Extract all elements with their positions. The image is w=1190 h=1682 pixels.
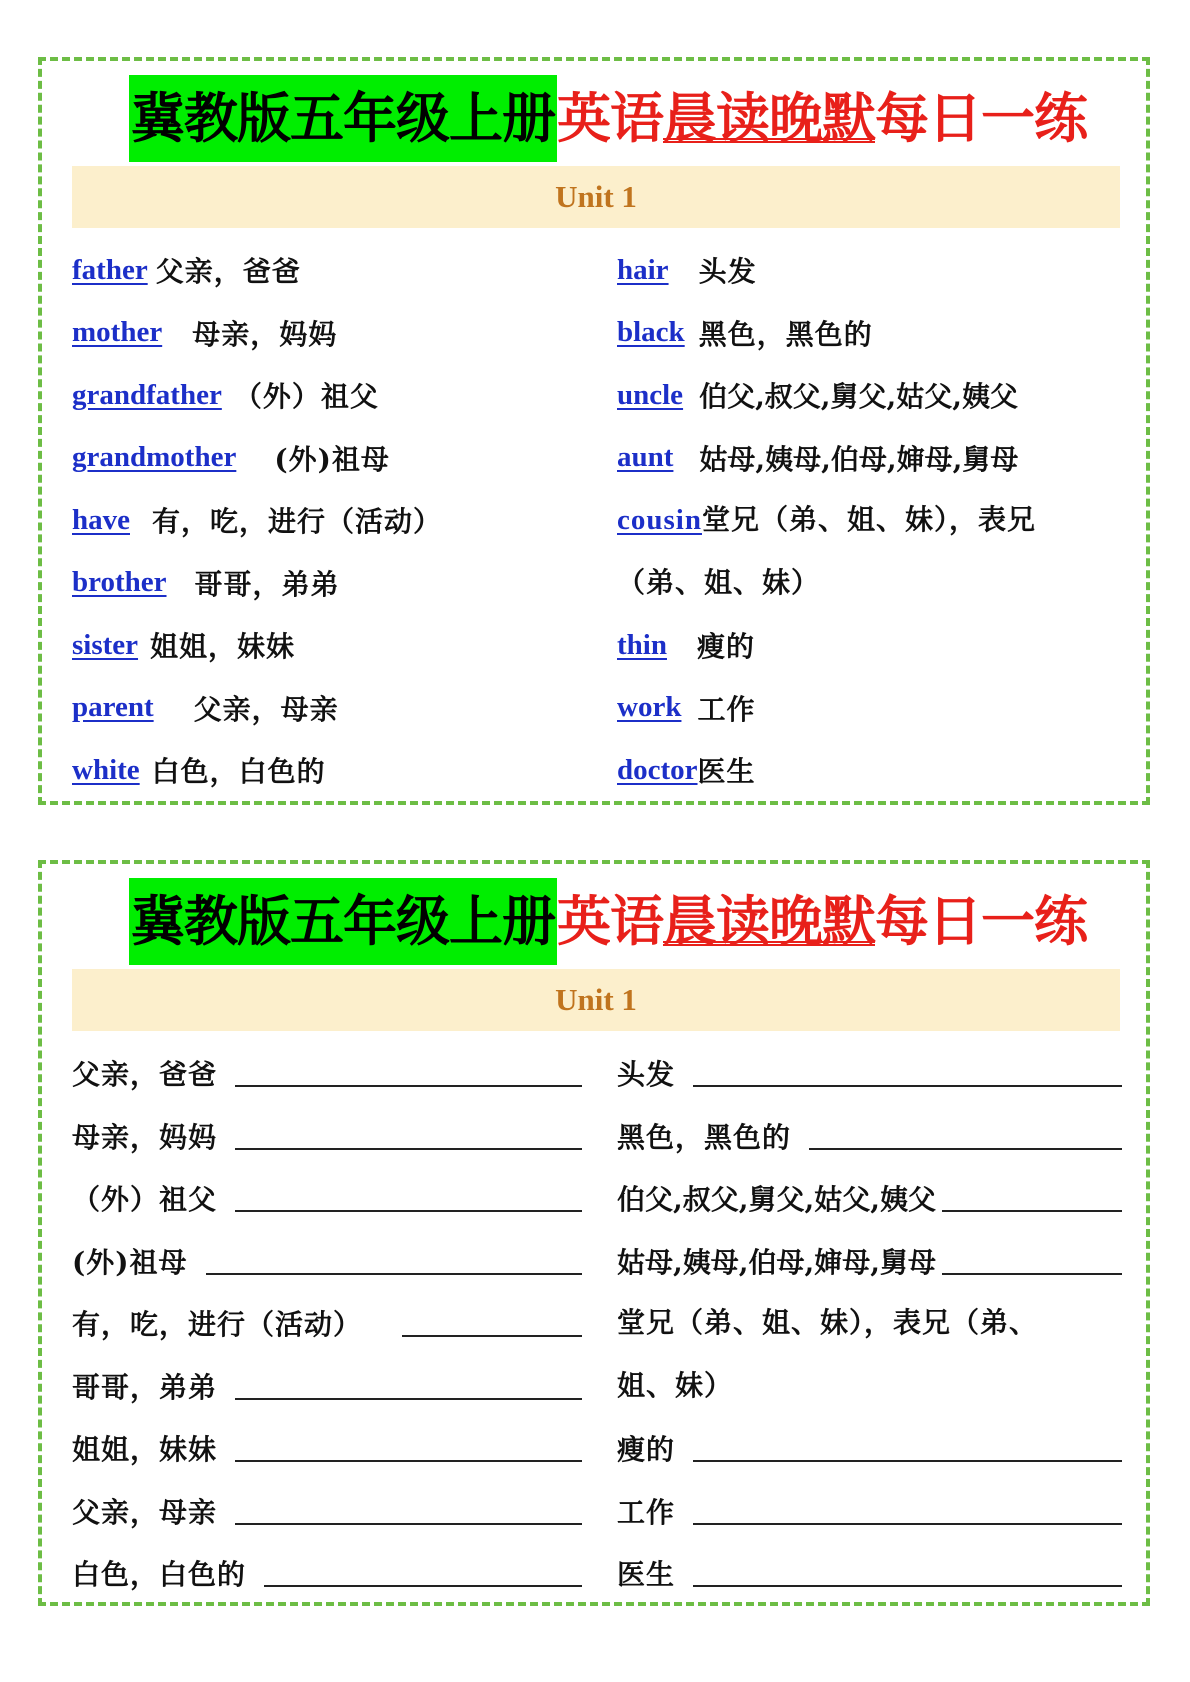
dictation-row xyxy=(72,1230,582,1293)
dictation-prompt: 母亲，妈妈 xyxy=(72,1120,218,1154)
vocab-row xyxy=(617,302,1122,365)
title-red-part-end: 每日一练 xyxy=(875,889,1087,953)
title-red-part: 英语 xyxy=(557,889,663,953)
vocab-row xyxy=(617,739,1122,802)
vocab-word[interactable]: sister xyxy=(72,628,139,661)
title-red-part-end: 每日一练 xyxy=(875,86,1087,150)
dictation-row xyxy=(72,1167,582,1230)
vocab-word[interactable]: hair xyxy=(617,253,669,286)
dictation-row xyxy=(72,1042,582,1105)
dictation-prompt: 头发 xyxy=(617,1058,676,1092)
vocab-meaning: 白色，白色的 xyxy=(151,755,326,789)
vocab-word[interactable]: parent xyxy=(72,691,154,724)
vocab-column-left xyxy=(72,239,582,802)
vocab-meaning: 工作 xyxy=(697,692,756,726)
vocab-row xyxy=(72,552,582,615)
vocab-meaning: 伯父,叔父,舅父,姑父,姨父 xyxy=(699,380,1019,414)
vocab-word[interactable]: aunt xyxy=(617,441,674,474)
vocab-row xyxy=(72,364,582,427)
dictation-prompt: （外）祖父 xyxy=(72,1183,218,1217)
dictation-row xyxy=(617,1542,1122,1605)
vocab-word[interactable]: work xyxy=(617,691,682,724)
page-title xyxy=(129,878,1087,965)
vocab-row xyxy=(617,677,1122,740)
vocab-word[interactable]: mother xyxy=(72,316,163,349)
dictation-row xyxy=(72,1417,582,1480)
vocab-word[interactable]: uncle xyxy=(617,378,684,411)
title-red-part: 英语 xyxy=(557,86,663,150)
title-green-part: 冀教版五年级上册 xyxy=(129,878,557,965)
vocab-meaning: （外）祖父 xyxy=(233,380,379,414)
vocab-word[interactable]: have xyxy=(72,503,130,536)
answer-blank[interactable] xyxy=(809,1122,1122,1150)
vocab-row xyxy=(617,364,1122,427)
dictation-row xyxy=(72,1480,582,1543)
vocab-meaning: 医生 xyxy=(697,755,756,789)
vocab-row xyxy=(617,489,1122,614)
vocab-row xyxy=(72,427,582,490)
dictation-prompt: 哥哥，弟弟 xyxy=(72,1370,218,1404)
vocab-word[interactable]: brother xyxy=(72,566,167,599)
dictation-row xyxy=(617,1230,1122,1293)
vocab-word[interactable]: grandfather xyxy=(72,378,222,411)
dictation-row xyxy=(72,1355,582,1418)
page-title xyxy=(129,75,1087,162)
dictation-row xyxy=(617,1480,1122,1543)
dictation-row xyxy=(72,1542,582,1605)
dictation-card xyxy=(38,860,1150,1606)
dictation-row xyxy=(72,1292,582,1355)
answer-blank[interactable] xyxy=(942,1247,1122,1275)
dictation-prompt: 姑母,姨母,伯母,婶母,舅母 xyxy=(617,1245,936,1279)
answer-blank[interactable] xyxy=(693,1059,1122,1087)
answer-blank[interactable] xyxy=(235,1184,582,1212)
vocab-row xyxy=(72,239,582,302)
vocab-meaning: 瘦的 xyxy=(696,630,755,664)
dictation-prompt: 工作 xyxy=(617,1495,676,1529)
vocab-row xyxy=(72,489,582,552)
dictation-prompt: 堂兄（弟、姐、妹），表兄（弟、姐、妹） xyxy=(617,1306,1039,1402)
vocab-word[interactable]: black xyxy=(617,316,685,349)
vocab-row xyxy=(72,302,582,365)
answer-blank[interactable] xyxy=(235,1372,582,1400)
answer-blank[interactable] xyxy=(264,1559,582,1587)
vocab-meaning: 父亲，爸爸 xyxy=(155,255,301,289)
answer-blank[interactable] xyxy=(235,1122,582,1150)
vocab-row xyxy=(617,614,1122,677)
vocab-meaning: 哥哥，弟弟 xyxy=(194,567,340,601)
dictation-prompt: 姐姐，妹妹 xyxy=(72,1433,218,1467)
vocab-word[interactable]: thin xyxy=(617,628,667,661)
vocab-meaning: 姑母,姨母,伯母,婶母,舅母 xyxy=(699,442,1019,476)
answer-blank[interactable] xyxy=(206,1247,583,1275)
vocab-word[interactable]: grandmother xyxy=(72,441,237,474)
answer-blank[interactable] xyxy=(235,1497,582,1525)
vocab-row xyxy=(72,677,582,740)
dictation-prompt: 父亲，母亲 xyxy=(72,1495,218,1529)
answer-blank[interactable] xyxy=(942,1184,1122,1212)
vocab-word[interactable]: white xyxy=(72,753,140,786)
vocab-row xyxy=(617,239,1122,302)
title-underlined-part: 晨读晚默 xyxy=(663,889,875,953)
vocab-meaning: 母亲，妈妈 xyxy=(192,317,338,351)
answer-blank[interactable] xyxy=(693,1559,1122,1587)
answer-blank[interactable] xyxy=(235,1434,582,1462)
dictation-prompt: 伯父,叔父,舅父,姑父,姨父 xyxy=(617,1183,936,1217)
vocab-row xyxy=(617,427,1122,490)
dictation-row xyxy=(617,1167,1122,1230)
vocab-row xyxy=(72,739,582,802)
vocab-meaning: 父亲，母亲 xyxy=(193,692,339,726)
dictation-prompt: 瘦的 xyxy=(617,1433,676,1467)
unit-header: Unit 1 xyxy=(72,166,1120,228)
dictation-prompt: (外)祖母 xyxy=(72,1245,188,1279)
answer-blank[interactable] xyxy=(402,1309,582,1337)
unit-header: Unit 1 xyxy=(72,969,1120,1031)
title-green-part: 冀教版五年级上册 xyxy=(129,75,557,162)
dictation-column-left xyxy=(72,1042,582,1605)
dictation-prompt: 有，吃，进行（活动） xyxy=(72,1308,363,1342)
vocab-word[interactable]: doctor xyxy=(617,753,698,786)
dictation-row xyxy=(72,1105,582,1168)
vocab-meaning: 姐姐，妹妹 xyxy=(150,630,296,664)
vocab-word[interactable]: cousin xyxy=(617,504,702,536)
dictation-row xyxy=(617,1292,1122,1417)
dictation-prompt: 医生 xyxy=(617,1558,676,1592)
vocab-meaning: 黑色，黑色的 xyxy=(698,317,873,351)
vocab-meaning: (外)祖母 xyxy=(274,442,390,476)
vocab-meaning: 有，吃，进行（活动） xyxy=(152,505,443,539)
vocab-meaning: 头发 xyxy=(698,255,757,289)
dictation-prompt: 黑色，黑色的 xyxy=(617,1120,792,1154)
dictation-prompt: 父亲，爸爸 xyxy=(72,1058,218,1092)
title-underlined-part: 晨读晚默 xyxy=(663,86,875,150)
answer-blank[interactable] xyxy=(693,1497,1122,1525)
vocab-word[interactable]: father xyxy=(72,253,148,286)
answer-blank[interactable] xyxy=(235,1059,582,1087)
vocab-row xyxy=(72,614,582,677)
reading-card xyxy=(38,57,1150,805)
vocab-meaning: 堂兄（弟、姐、妹），表兄（弟、姐、妹） xyxy=(617,503,1036,599)
dictation-row xyxy=(617,1417,1122,1480)
dictation-prompt: 白色，白色的 xyxy=(72,1558,247,1592)
answer-blank[interactable] xyxy=(693,1434,1122,1462)
dictation-column-right xyxy=(617,1042,1122,1605)
dictation-row xyxy=(617,1042,1122,1105)
vocab-column-right xyxy=(617,239,1122,802)
dictation-row xyxy=(617,1105,1122,1168)
